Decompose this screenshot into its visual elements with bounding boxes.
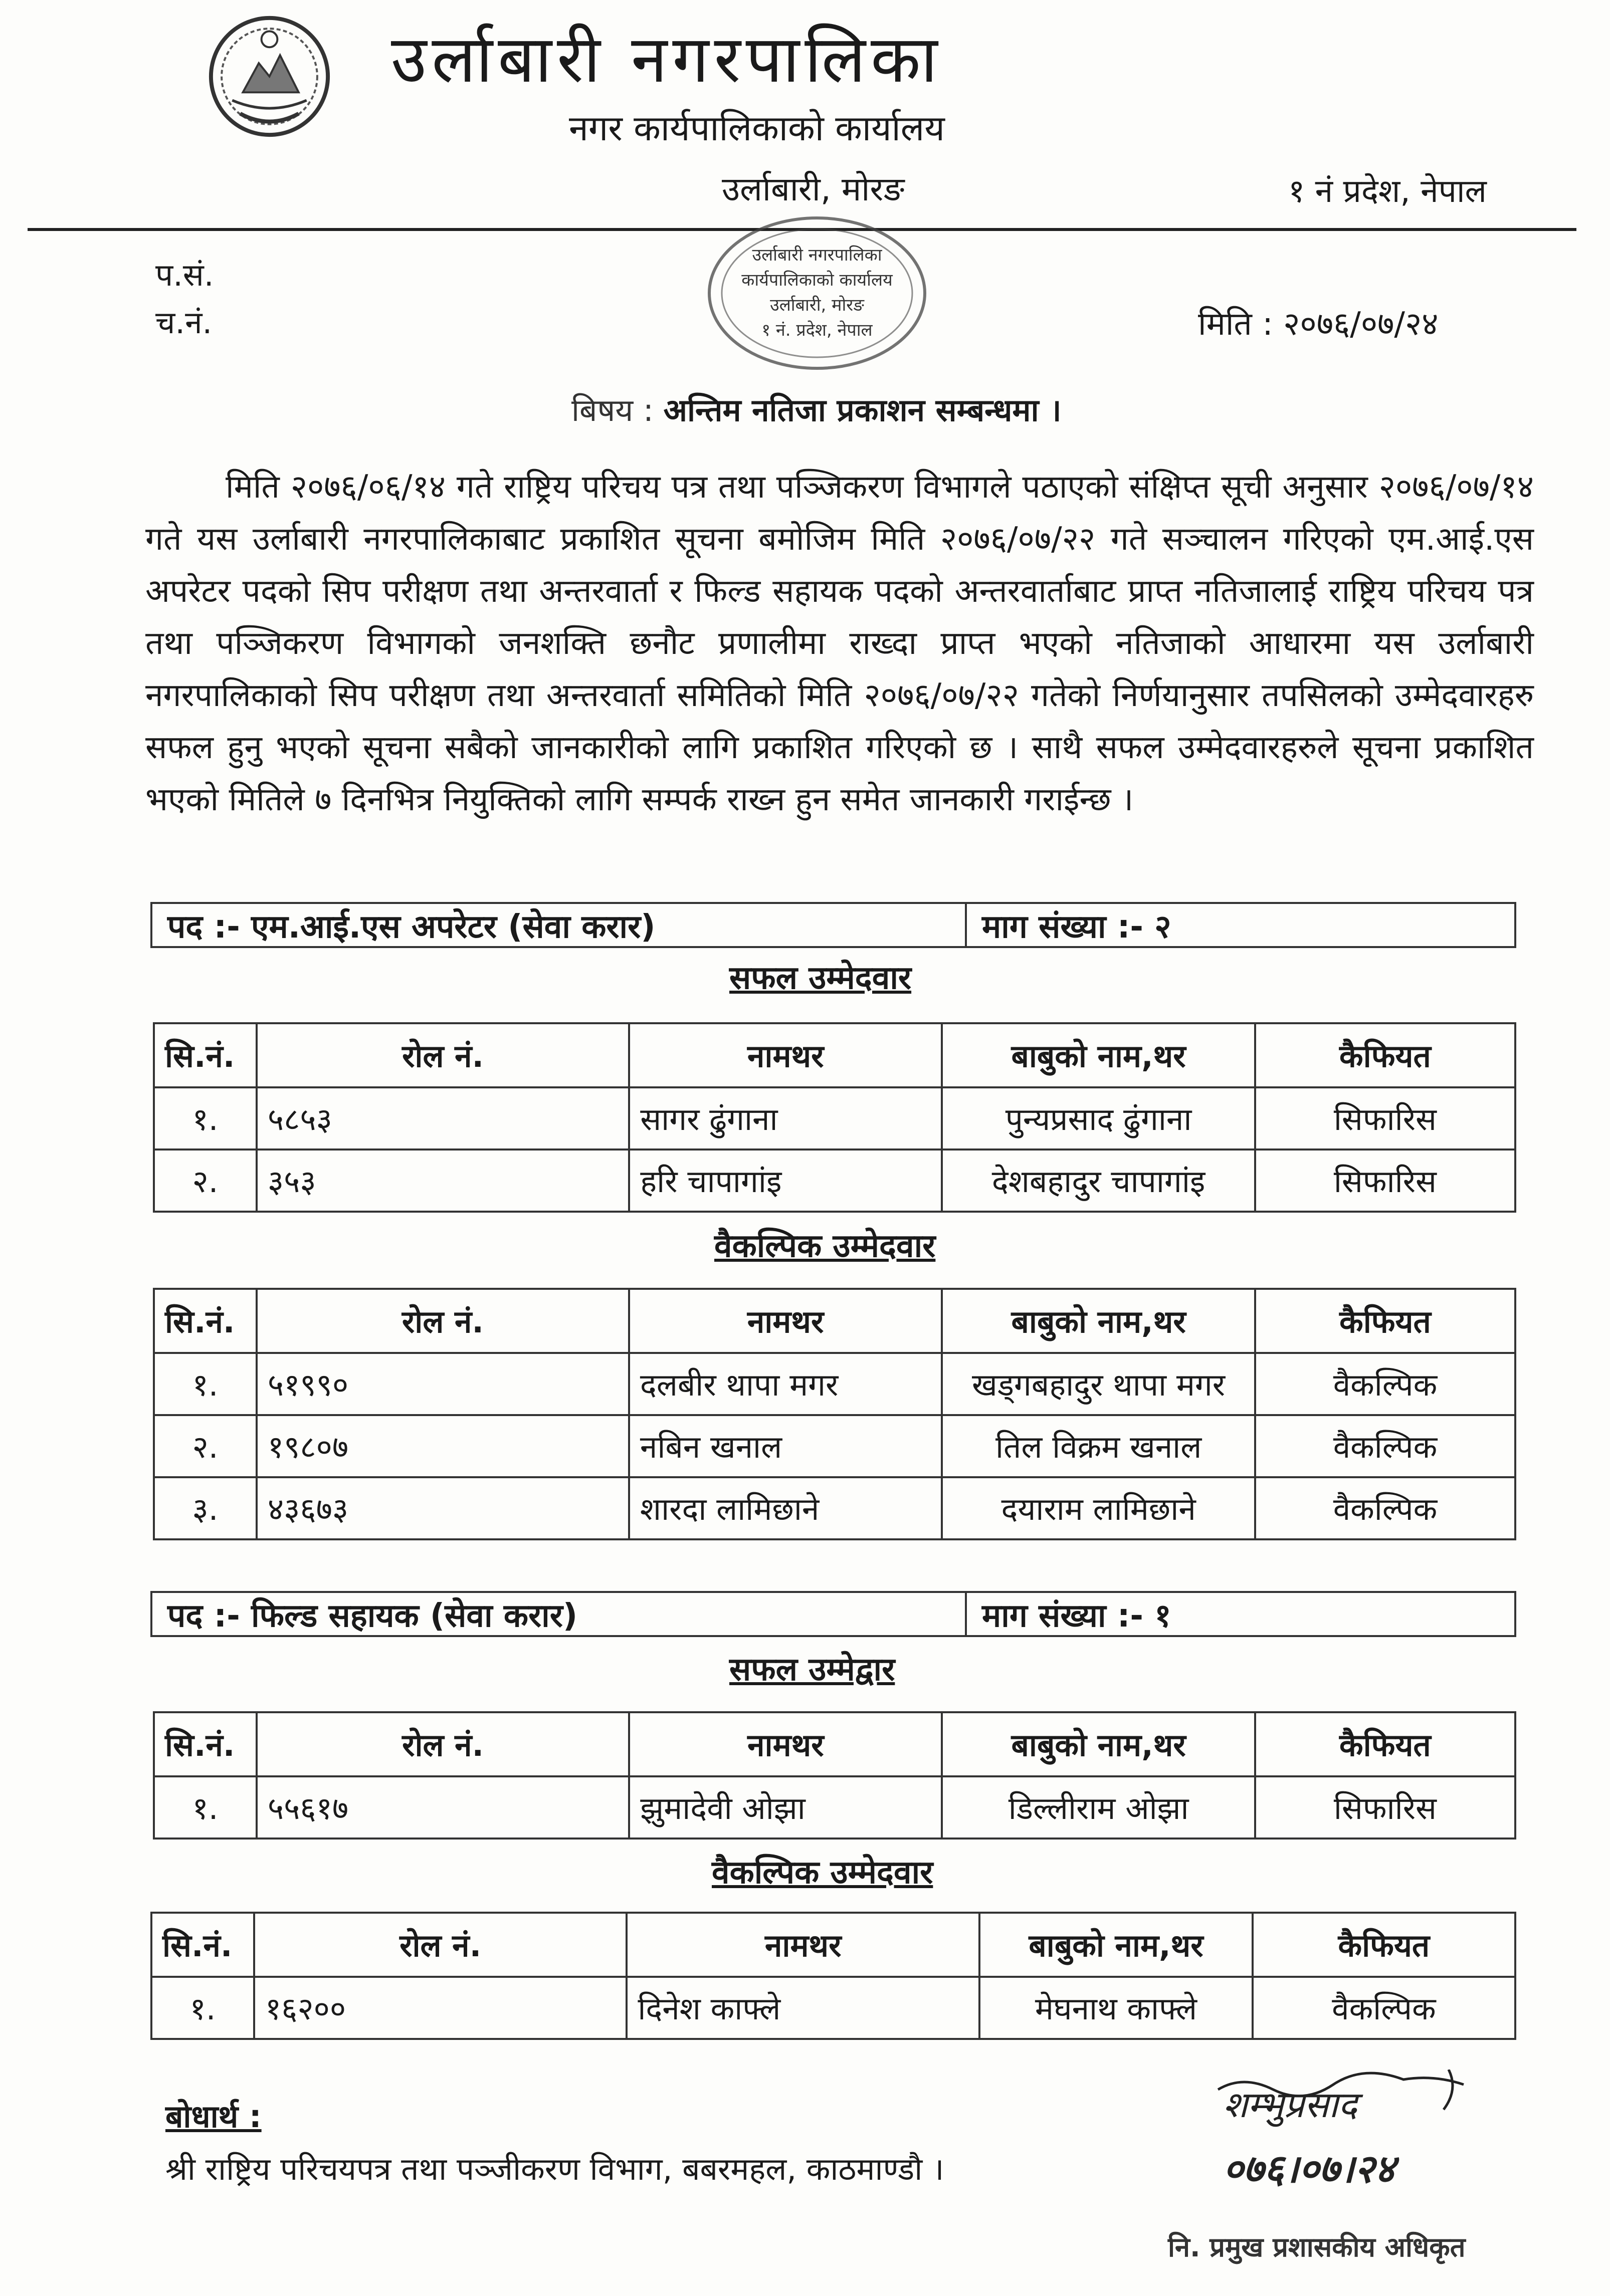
alternate-heading: वैकल्पिक उम्मेदवार xyxy=(714,1228,936,1265)
stamp-line: १ नं. प्रदेश, नेपाल xyxy=(761,320,873,340)
cell-serial: ३. xyxy=(154,1477,257,1539)
cell-remarks: सिफारिस xyxy=(1255,1150,1515,1212)
col-name: नामथर xyxy=(627,1913,979,1977)
cell-name: सागर ढुंगाना xyxy=(629,1087,942,1150)
cell-roll: १९८०७ xyxy=(257,1415,629,1477)
letter-date: मिति : २०७६/०७/२४ xyxy=(1198,306,1439,343)
cell-serial: २. xyxy=(154,1415,257,1477)
col-father-name: बाबुको नाम,थर xyxy=(979,1913,1253,1977)
cell-remarks: वैकल्पिक xyxy=(1255,1415,1515,1477)
table-header-row xyxy=(151,1913,1515,1977)
col-father-name: बाबुको नाम,थर xyxy=(942,1712,1255,1776)
cc-label: बोधार्थ : xyxy=(165,2098,262,2135)
col-serial: सि.नं. xyxy=(154,1023,257,1087)
demand-count: माग संख्या :- १ xyxy=(982,1597,1171,1635)
cell-serial: १. xyxy=(154,1087,257,1150)
table-header-row xyxy=(154,1023,1515,1087)
col-roll: रोल नं. xyxy=(254,1913,627,1977)
post-label: पद :- फिल्ड सहायक (सेवा करार) xyxy=(152,1593,967,1635)
cell-name: दलबीर थापा मगर xyxy=(629,1353,942,1415)
office-province: १ नं प्रदेश, नेपाल xyxy=(1288,173,1487,210)
col-serial: सि.नं. xyxy=(154,1712,257,1776)
cell-father-name: मेघनाथ काफ्ले xyxy=(979,1977,1253,2039)
signature-date: ०७६।०७।२४ xyxy=(1223,2147,1395,2192)
officer-signature xyxy=(1213,2070,1474,2220)
table-header-row xyxy=(154,1289,1515,1353)
cell-remarks: वैकल्पिक xyxy=(1255,1477,1515,1539)
chalani-number-label: च.नं. xyxy=(155,304,213,341)
cell-name: शारदा लामिछाने xyxy=(629,1477,942,1539)
cell-serial: १. xyxy=(151,1977,254,2039)
table-row xyxy=(154,1353,1515,1415)
notice-body: मिति २०७६/०६/१४ गते राष्ट्रिय परिचय पत्र तथा पञ्जिकरण विभागले पठाएको संक्षिप्त सूची अनुसार २०७६/०७/१४ गते यस उर्लाबारी नगरपालिकाबाट प्रकाशित सूचना बमोजिम मिति २०७६/०७/२२ गते सञ्चालन गरिएको एम.आई.एस अपरेटर पदको सिप परीक्षण तथा अन्तरवार्ता र फिल्ड सहायक पदको अन्तरवार्ताबाट प्राप्त नतिजालाई राष्ट्रिय परिचय पत्र तथा पञ्जिकरण विभागको जनशक्ति छनौट प्रणालीमा राख्दा प्राप्त भएको नतिजाको आधारमा यस उर्लाबारी नगरपालिकाको सिप परीक्षण तथा अन्तरवार्ता समितिको मिति २०७६/०७/२२ गतेको निर्णयानुसार तपसिलको उम्मेदवारहरु सफल हुनु भएको सूचना सबैको जानकारीको लागि प्रकाशित गरिएको छ । साथै सफल उम्मेदवारहरुले सूचना प्रकाशित भएको मितिले ७ दिनभित्र नियुक्तिको लागि सम्पर्क राख्न हुन समेत जानकारी गराईन्छ । xyxy=(145,469,1534,818)
office-subtitle: नगर कार्यपालिकाको कार्यालय xyxy=(569,108,945,149)
table-row xyxy=(151,1977,1515,2039)
subject-label: बिषय : xyxy=(571,392,654,428)
demand-count: माग संख्या :- २ xyxy=(982,908,1171,946)
col-name: नामथर xyxy=(629,1023,942,1087)
col-remarks: कैफियत xyxy=(1255,1023,1515,1087)
cell-father-name: दयाराम लामिछाने xyxy=(942,1477,1255,1539)
table-header-row xyxy=(154,1712,1515,1776)
col-name: नामथर xyxy=(629,1712,942,1776)
col-name: नामथर xyxy=(629,1289,942,1353)
col-roll: रोल नं. xyxy=(257,1289,629,1353)
cell-remarks: सिफारिस xyxy=(1255,1087,1515,1150)
cell-name: दिनेश काफ्ले xyxy=(627,1977,979,2039)
subject-text: अन्तिम नतिजा प्रकाशन सम्बन्धमा । xyxy=(663,392,1062,428)
col-serial: सि.नं. xyxy=(154,1289,257,1353)
stamp-line: कार्यपालिकाको कार्यालय xyxy=(741,270,893,290)
cell-father-name: डिल्लीराम ओझा xyxy=(942,1776,1255,1839)
table-row xyxy=(154,1150,1515,1212)
patra-sankhya-label: प.सं. xyxy=(155,257,214,293)
nepal-emblem-icon xyxy=(203,10,336,143)
table-row xyxy=(154,1477,1515,1539)
cell-roll: ५८५३ xyxy=(257,1087,629,1150)
stamp-line: उर्लाबारी नगरपालिका xyxy=(752,245,882,265)
col-roll: रोल नं. xyxy=(257,1712,629,1776)
cell-roll: ३५३ xyxy=(257,1150,629,1212)
table-row xyxy=(154,1087,1515,1150)
cell-remarks: वैकल्पिक xyxy=(1253,1977,1515,2039)
cell-name: नबिन खनाल xyxy=(629,1415,942,1477)
cc-recipient: श्री राष्ट्रिय परिचयपत्र तथा पञ्जीकरण विभाग, बबरमहल, काठमाण्डौ । xyxy=(165,2151,944,2187)
office-title: उर्लाबारी नगरपालिका xyxy=(391,21,943,97)
alternate-candidates-table xyxy=(153,1288,1516,1540)
cell-roll: ५१९९० xyxy=(257,1353,629,1415)
col-roll: रोल नं. xyxy=(257,1023,629,1087)
cell-father-name: तिल विक्रम खनाल xyxy=(942,1415,1255,1477)
officer-designation: नि. प्रमुख प्रशासकीय अधिकृत xyxy=(1168,2231,1466,2263)
col-serial: सि.नं. xyxy=(151,1913,254,1977)
cell-name: झुमादेवी ओझा xyxy=(629,1776,942,1839)
stamp-line: उर्लाबारी, मोरङ xyxy=(770,295,864,315)
col-father-name: बाबुको नाम,थर xyxy=(942,1023,1255,1087)
cell-name: हरि चापागांइ xyxy=(629,1150,942,1212)
col-remarks: कैफियत xyxy=(1255,1712,1515,1776)
cell-remarks: वैकल्पिक xyxy=(1255,1353,1515,1415)
alternate-heading: वैकल्पिक उम्मेदवार xyxy=(712,1854,933,1891)
col-father-name: बाबुको नाम,थर xyxy=(942,1289,1255,1353)
cell-serial: १. xyxy=(154,1776,257,1839)
cell-father-name: पुन्यप्रसाद ढुंगाना xyxy=(942,1087,1255,1150)
successful-candidates-table xyxy=(153,1711,1516,1840)
col-remarks: कैफियत xyxy=(1253,1913,1515,1977)
cell-father-name: देशबहादुर चापागांइ xyxy=(942,1150,1255,1212)
post-label: पद :- एम.आई.एस अपरेटर (सेवा करार) xyxy=(152,904,967,946)
successful-heading: सफल उम्मेदवार xyxy=(729,960,912,997)
office-stamp xyxy=(702,210,932,376)
col-remarks: कैफियत xyxy=(1255,1289,1515,1353)
subject-line xyxy=(571,388,1062,430)
signature-text: शम्भुप्रसाद xyxy=(1223,2084,1357,2126)
cell-father-name: खड्गबहादुर थापा मगर xyxy=(942,1353,1255,1415)
table-row xyxy=(154,1415,1515,1477)
successful-candidates-table xyxy=(153,1022,1516,1213)
successful-heading: सफल उम्मेद्वार xyxy=(729,1651,895,1688)
cell-roll: ५५६१७ xyxy=(257,1776,629,1839)
table-row xyxy=(154,1776,1515,1839)
cell-roll: ४३६७३ xyxy=(257,1477,629,1539)
alternate-candidates-table xyxy=(150,1912,1516,2040)
cell-remarks: सिफारिस xyxy=(1255,1776,1515,1839)
post-header xyxy=(150,1591,1516,1637)
post-header xyxy=(150,902,1516,948)
cell-roll: १६२०० xyxy=(254,1977,627,2039)
office-location: उर्लाबारी, मोरङ xyxy=(722,170,905,208)
cell-serial: २. xyxy=(154,1150,257,1212)
cell-serial: १. xyxy=(154,1353,257,1415)
